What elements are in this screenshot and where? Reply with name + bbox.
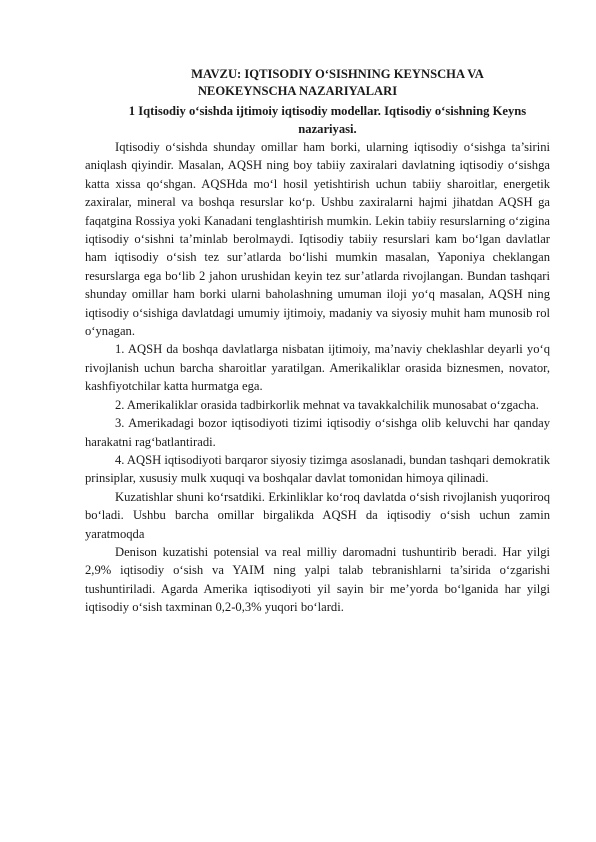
section-heading: 1 Iqtisodiy o‘sishda ijtimoiy iqtisodiy modellar. Iqtisodiy o‘sishning Keyns nazariyasi. (128, 104, 527, 136)
paragraph-1: Iqtisodiy o‘sishda shunday omillar ham borki, ularning iqtisodiy o‘sishga ta’sirini aniqlash qiyindir. Masalan, AQSH ning boy tabiiy zaxiralari davlatning iqtisodiy o‘sishga katta xissa qo‘shgan. AQSHda mo‘l hosil yetishtirish uchun tabiiy sharoitlar, energetik zaxiralar, mineral va boshqa resurslar ko‘p. Ushbu zaxiralarni hajmi jihatdan AQSH ga faqatgina Rossiya yoki Kanadani tenglashtirish mumkin. Lekin tabiiy resurslarning o‘zigina iqtisodiy o‘sishni ta’minlab berolmaydi. Iqtisodiy tabiiy resurslari kam bo‘lgan davlatlar ham iqtisodiy o‘sish tez sur’atlarda bo‘lishi mumkin masalan, Yaponiya cheklangan resurslarga ega bo‘lib 2 jahon urushidan keyin tez sur’atlarda rivojlangan. Bundan tashqari shunday omillar ham borki ularni baholashning umuman iloji yo‘q masalan, AQSH ning iqtisodiy o‘sishiga davlatdagi umumiy ijtimoiy, madaniy va siyosiy muhit ham munosib rol o‘ynagan. (85, 140, 550, 339)
paragraph-2: 1. AQSH da boshqa davlatlarga nisbatan ijtimoiy, ma’naviy cheklashlar deyarli yo‘q rivojlanish uchun barcha sharoitlar yaratilgan. Amerikaliklar orasida biznesmen, novator, kashfiyotchilar katta hurmatga ega. (85, 342, 550, 394)
paragraph-4: 3. Amerikadagi bozor iqtisodiyoti tizimi iqtisodiy o‘sishga olib keluvchi har qanday harakatni rag‘batlantiradi. (85, 416, 550, 449)
page-title (85, 66, 550, 100)
paragraph-3: 2. Amerikaliklar orasida tadbirkorlik mehnat va tavakkalchilik munosabat o‘zgacha. (115, 397, 539, 412)
document-body (85, 138, 550, 617)
paragraph-5: 4. AQSH iqtisodiyoti barqaror siyosiy tizimga asoslanadi, bundan tashqari demokratik prinsiplar, xususiy mulk xuquqi va boshqalar davlat tomonidan himoya qilinadi. (85, 452, 550, 486)
paragraph-6: Kuzatishlar shuni ko‘rsatdiki. Erkinliklar ko‘roq davlatda o‘sish rivojlanish yuqoriroq bo‘ladi. Ushbu barcha omillar birgalikda AQSH da iqtisodiy o‘sish uchun zamin yaratmoqda (85, 489, 550, 541)
paragraph-7: Denison kuzatishi potensial va real milliy daromadni tushuntirib beradi. Har yilgi 2,9% iqtisodiy o‘sish va YAIM ning yalpi talab tebranishlarni ta’sirida o‘zgarishi tushuntiriladi. Agarda Amerika iqtisodiyoti yil sayin bir me’yorda bo‘lganida har yilgi iqtisodiy o‘sish taxminan 0,2-0,3% yuqori bo‘lardi. (85, 544, 550, 615)
title-line-2: NEOKEYNSCHA NAZARIYALARI (197, 84, 398, 98)
title-line-1: MAVZU: IQTISODIY O‘SISHNING KEYNSCHA VA (191, 67, 484, 81)
